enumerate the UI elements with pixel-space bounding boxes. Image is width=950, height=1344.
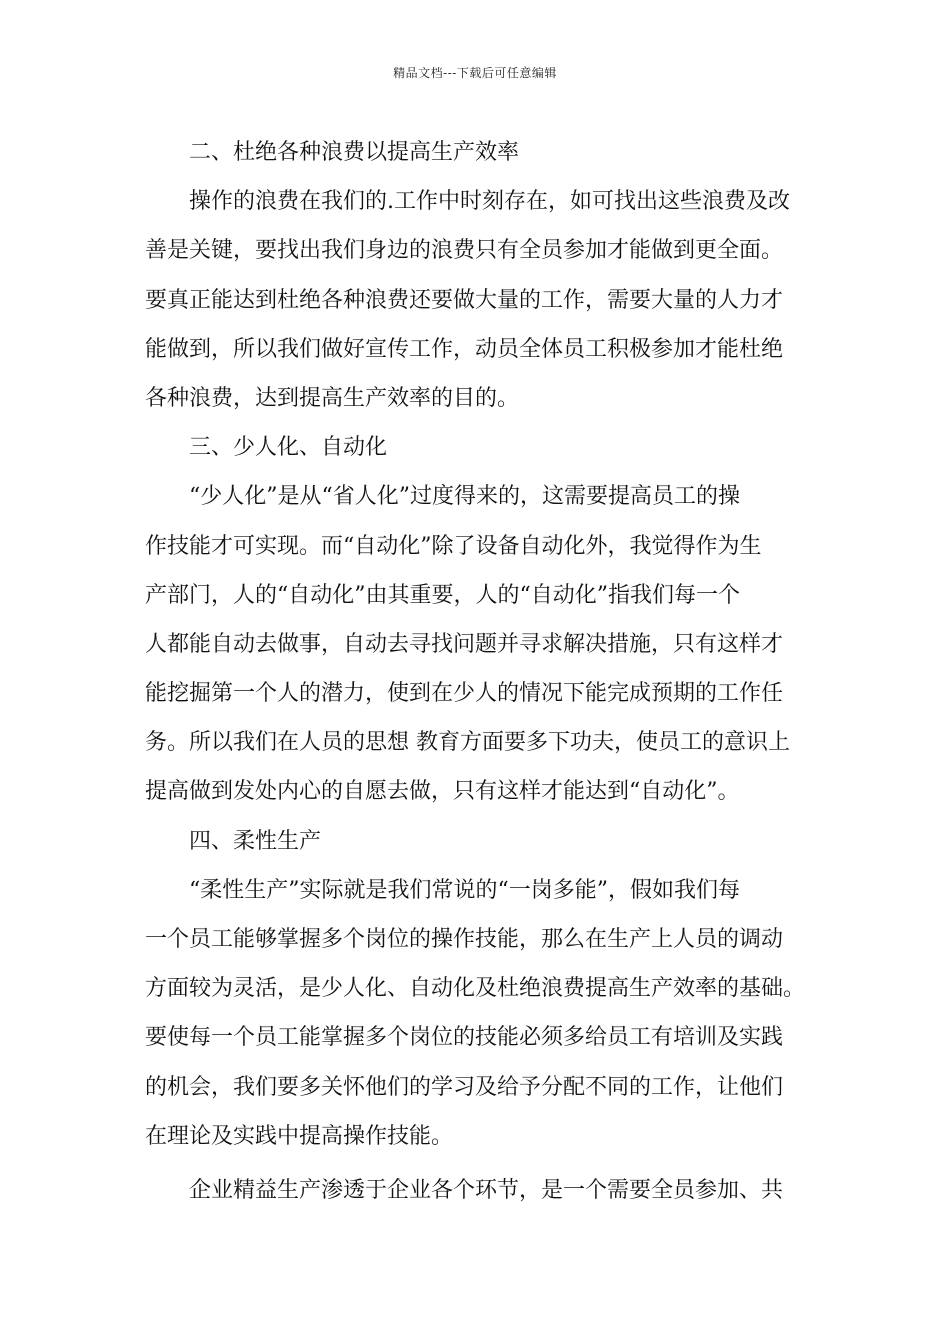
page-header: 精品文档---下载后可任意编辑 bbox=[393, 66, 557, 80]
paragraph-heading-4 bbox=[145, 817, 835, 866]
text-line: 能挖掘第一个人的潜力，使到在少人的情况下能完成预期的工作任 bbox=[145, 681, 784, 707]
text-line: 要使每一个员工能掌握多个岗位的技能必须多给员工有培训及实践 bbox=[145, 1025, 784, 1051]
paragraph-heading-2 bbox=[145, 128, 835, 177]
text-line: “柔性生产”实际就是我们常说的“一岗多能”，假如我们每 bbox=[189, 877, 740, 903]
heading-line: 四、柔性生产 bbox=[189, 828, 322, 854]
text-line: 企业精益生产渗透于企业各个环节，是一个需要全员参加、共 bbox=[189, 1177, 784, 1203]
heading-line: 三、少人化、自动化 bbox=[189, 435, 388, 461]
text-line: 善是关键，要找出我们身边的浪费只有全员参加才能做到更全面。 bbox=[145, 238, 784, 264]
text-line: 产部门，人的“自动化”由其重要，人的“自动化”指我们每一个 bbox=[145, 582, 740, 608]
text-line: 务。所以我们在人员的思想 教育方面要多下功夫，使员工的意识上 bbox=[145, 730, 790, 756]
text-line: 作技能才可实现。而“自动化”除了设备自动化外，我觉得作为生 bbox=[145, 533, 762, 559]
text-line: 方面较为灵活，是少人化、自动化及杜绝浪费提高生产效率的基础。 bbox=[145, 976, 806, 1002]
text-line: 在理论及实践中提高操作技能。 bbox=[145, 1123, 454, 1149]
text-line: 提高做到发处内心的自愿去做，只有这样才能达到“自动化”。 bbox=[145, 779, 740, 805]
text-line: 各种浪费，达到提高生产效率的目的。 bbox=[145, 385, 520, 411]
text-line: 能做到，所以我们做好宣传工作，动员全体员工积极参加才能杜绝 bbox=[145, 336, 784, 362]
text-line: 操作的浪费在我们的.工作中时刻存在，如可找出这些浪费及改 bbox=[189, 189, 790, 215]
heading-line: 二、杜绝各种浪费以提高生产效率 bbox=[189, 140, 520, 165]
paragraph-flexible-production bbox=[145, 866, 835, 1161]
document-body bbox=[145, 128, 835, 1215]
text-line: 一个员工能够掌握多个岗位的操作技能，那么在生产上人员的调动 bbox=[145, 927, 784, 952]
paragraph-heading-3 bbox=[145, 423, 835, 472]
paragraph-automation bbox=[145, 472, 835, 816]
paragraph-conclusion bbox=[145, 1166, 835, 1215]
paragraph-waste bbox=[145, 177, 835, 423]
text-line: 要真正能达到杜绝各种浪费还要做大量的工作，需要大量的人力才 bbox=[145, 287, 784, 313]
text-line: 的机会，我们要多关怀他们的学习及给予分配不同的工作，让他们 bbox=[145, 1074, 784, 1100]
text-line: 人都能自动去做事，自动去寻找问题并寻求解决措施，只有这样才 bbox=[145, 631, 784, 657]
text-line: “少人化”是从“省人化”过度得来的，这需要提高员工的操 bbox=[189, 484, 740, 510]
